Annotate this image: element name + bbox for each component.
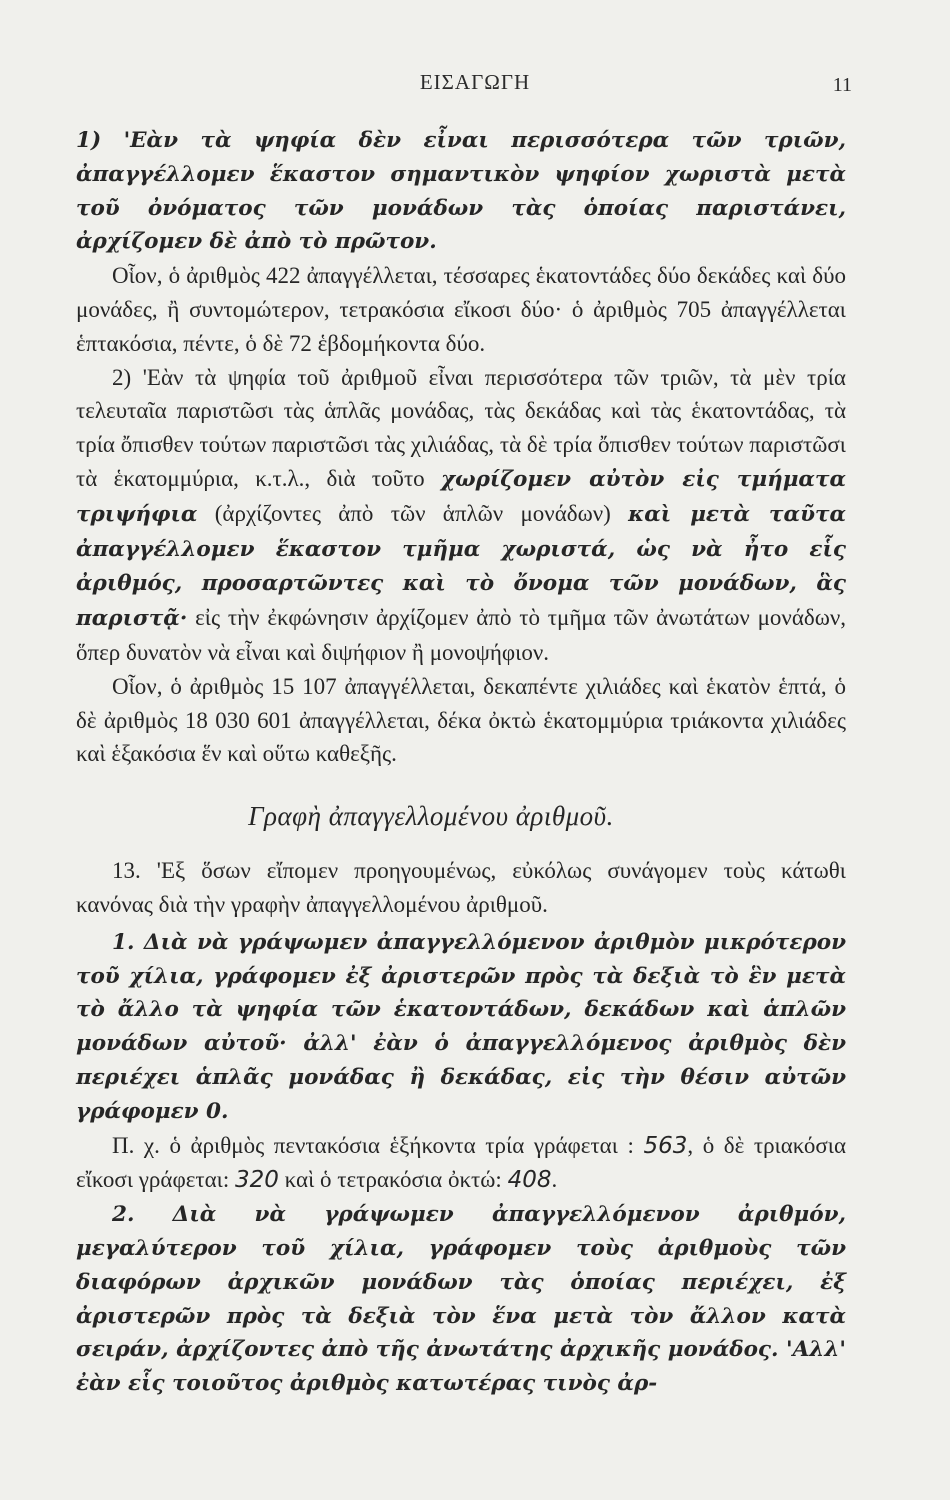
writing-rule-2-paragraph: 2. Διὰ νὰ γράψωμεν ἀπαγγελλόμενον ἀριθμόν, μεγαλύτερον τοῦ χίλια, γράφομεν τοὺς ἀριθμοὺς τῶν διαφόρων ἀρχικῶν μονάδων τὰς ὁποίας περιέχει, ἐξ ἀριστερῶν πρὸς τὰ δεξιὰ τὸν ἕνα μετὰ τὸν ἄλλον κατὰ σειράν, ἀρχίζοντες ἀπὸ τῆς ἀνωτάτης ἀρχικῆς μονάδος. 'Αλλ' ἐὰν εἷς τοιοῦτος ἀριθμὸς κατωτέρας τινὸς ἀρ- [76,1202,846,1397]
example-1-paragraph: Οἷον, ὁ ἀριθμὸς 422 ἀπαγγέλλεται, τέσσαρες ἑκατοντάδες δύο δεκάδες καὶ δύο μονάδες, ἢ συντομώτερον, τετρακόσια εἴκοσι δύο· ὁ ἀριθμὸς 705 ἀπαγγέλλεται ἑπτακόσια, πέντε, ὁ δὲ 72 ἑβδομήκοντα δύο. [76,263,846,356]
rule-2-part-3: (ἀρχίζοντες ἀπὸ τῶν ἁπλῶν μονάδων) [214,500,611,526]
example-3-part-1: Π. χ. ὁ ἀριθμὸς πεντακόσια ἑξήκοντα τρία γράφεται : [112,1132,634,1158]
page-header [0,70,950,100]
paragraph-13: 13. 'Εξ ὅσων εἴπομεν προηγουμένως, εὐκόλως συνάγομεν τοὺς κάτωθι κανόνας διὰ τὴν γραφὴν ἀπαγγελλομένου ἀριθμοῦ. [76,858,846,917]
rule-2-paragraph [76,361,846,670]
rule-2-emphasis-2: καὶ μετὰ ταῦτα ἀπαγγέλλομεν ἕκαστον τμῆμα χωριστά, ὡς νὰ ἦτο εἷς ἀριθμός, προσαρτῶντες καὶ τὸ ὄνομα τῶν μονάδων, ἃς παριστᾷ· [76,501,847,632]
rule-2-part-5: εἰς τὴν ἐκφώνησιν ἀρχίζομεν ἀπὸ τὸ τμῆμα τῶν ἀνωτάτων μονάδων, ὅπερ δυνατὸν νὰ εἶναι καὶ διψήφιον ἢ μονοψήφιον. [76,605,847,665]
example-3-end: . [551,1167,558,1193]
example-3-part-2: , ὁ δὲ τριακόσια εἴκοσι γράφεται: [76,1132,846,1193]
writing-rule-1-paragraph: 1. Διὰ νὰ γράψωμεν ἀπαγγελλόμενον ἀριθμὸν μικρότερον τοῦ χίλια, γράφομεν ἐξ ἀριστερῶν πρὸς τὰ δεξιὰ τὸ ἓν μετὰ τὸ ἄλλο τὰ ψηφία τῶν ἑκατοντάδων, δεκάδων καὶ ἁπλῶν μονάδων αὐτοῦ· ἀλλ' ἐὰν ὁ ἀπαγγελλόμενος ἀριθμὸς δὲν περιέχει ἁπλᾶς μονάδας ἢ δεκάδας, εἰς τὴν θέσιν αὐτῶν γράφομεν 0. [76,929,846,1124]
section-heading: Γραφὴ ἀπαγγελλομένου ἀριθμοῦ. [248,801,614,832]
running-head: ΕΙΣΑΓΩΓΗ [419,70,531,94]
page-number: 11 [832,74,852,96]
rule-1-paragraph: 1) 'Εὰν τὰ ψηφία δὲν εἶναι περισσότερα τῶν τριῶν, ἀπαγγέλλομεν ἕκαστον σημαντικὸν ψηφίον χωριστὰ μετὰ τοῦ ὀνόματος τῶν μονάδων τὰς ὁποίας παριστάνει, ἀρχίζομεν δὲ ἀπὸ τὸ πρῶτον. [76,128,846,255]
rule-2-emphasis-1: χωρίζομεν αὐτὸν εἰς τμήματα τριψήφια [76,466,846,527]
example-number-408: 408 [507,1167,552,1194]
example-2-paragraph: Οἷον, ὁ ἀριθμὸς 15 107 ἀπαγγέλλεται, δεκαπέντε χιλιάδες καὶ ἑκατὸν ἑπτά, ὁ δὲ ἀριθμὸς 18 030 601 ἀπαγγέλλεται, δέκα ὀκτὼ ἑκατομμύρια τριάκοντα χιλιάδες καὶ ἑξακόσια ἕν καὶ οὕτω καθεξῆς. [76,673,846,767]
example-3-part-3: καὶ ὁ τετρακόσια ὀκτώ: [284,1167,502,1193]
example-number-320: 320 [235,1167,279,1194]
example-3-paragraph [76,1129,846,1199]
body-text [76,124,846,1401]
example-number-563: 563 [643,1132,688,1159]
rule-2-part-1: 2) 'Εὰν τὰ ψηφία τοῦ ἀριθμοῦ εἶναι περισσότερα τῶν τριῶν, τὰ μὲν τρία τελευταῖα παριστῶσι τὰς ἁπλᾶς μονάδας, τὰς δεκάδας καὶ τὰς ἑκατοντάδας, τὰ τρία ὄπισθεν τούτων παριστῶσι τὰς χιλιάδας, τὰ δὲ τρία ὄπισθεν τούτων παριστῶσι τὰ ἑκατομμύρια, κ.τ.λ., διὰ τοῦτο [76,364,846,491]
